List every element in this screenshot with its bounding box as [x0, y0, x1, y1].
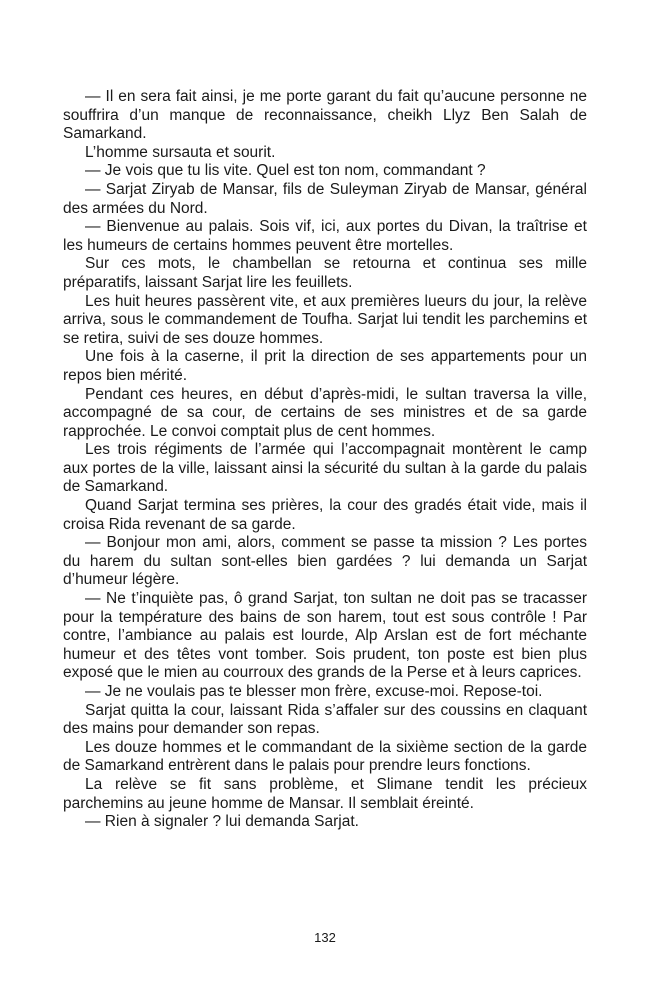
page-number: 132	[314, 930, 336, 945]
paragraph: — Je vois que tu lis vite. Quel est ton nom, commandant ?	[85, 162, 486, 180]
paragraph: — Bonjour mon ami, alors, comment se passe ta mission ? Les portes du harem du sultan sont-elles bien gardées ? lui demanda un Sarjat d’humeur légère.	[63, 534, 587, 589]
paragraph: Les trois régiments de l’armée qui l’accompagnait montèrent le camp aux portes de la ville, laissant ainsi la sécurité du sultan à la garde du palais de Samarkand.	[63, 441, 587, 496]
body-text	[63, 88, 587, 832]
paragraph: Pendant ces heures, en début d’après-midi, le sultan traversa la ville, accompagné de sa cour, de certains de ses ministres et de sa garde rapprochée. Le convoi comptait plus de cent hommes.	[63, 385, 587, 440]
paragraph: — Bienvenue au palais. Sois vif, ici, aux portes du Divan, la traîtrise et les humeurs de certains hommes peuvent être mortelles.	[63, 218, 587, 254]
paragraph: L’homme sursauta et sourit.	[85, 143, 276, 161]
paragraph: Sarjat quitta la cour, laissant Rida s’affaler sur des coussins en claquant des mains pour demander son repas.	[63, 701, 587, 738]
paragraph: Les huit heures passèrent vite, et aux premières lueurs du jour, la relève arriva, sous le commandement de Toufha. Sarjat lui tendit les parchemins et se retira, suivi de ses douze hommes.	[63, 292, 587, 347]
paragraph: Quand Sarjat termina ses prières, la cour des gradés était vide, mais il croisa Rida revenant de sa garde.	[63, 497, 587, 533]
paragraph: Sur ces mots, le chambellan se retourna et continua ses mille préparatifs, laissant Sarjat lire les feuillets.	[63, 255, 587, 291]
paragraph: Une fois à la caserne, il prit la direction de ses appartements pour un repos bien mérité.	[63, 348, 587, 384]
paragraph: — Rien à signaler ? lui demanda Sarjat.	[85, 813, 359, 831]
paragraph: — Sarjat Ziryab de Mansar, fils de Suleyman Ziryab de Mansar, général des armées du Nord.	[63, 180, 587, 217]
paragraph: — Je ne voulais pas te blesser mon frère, excuse-moi. Repose-toi.	[85, 683, 543, 700]
paragraph: — Ne t’inquiète pas, ô grand Sarjat, ton sultan ne doit pas se tracasser pour la température des bains de son harem, tout est sous contrôle ! Par contre, l’ambiance au palais est lourde, Alp Arslan est de fort méchante humeur et des têtes vont tomber. Sois prudent, ton poste est bien plus exposé que le mien au courroux des grands de la Perse et à leurs caprices.	[63, 590, 587, 682]
paragraph: — Il en sera fait ainsi, je me porte garant du fait qu’aucune personne ne souffrira d’un manque de reconnaissance, cheikh Llyz Ben Salah de Samarkand.	[63, 88, 587, 143]
paragraph: La relève se fit sans problème, et Slimane tendit les précieux parchemins au jeune homme de Mansar. Il semblait éreinté.	[63, 775, 587, 812]
paragraph: Les douze hommes et le commandant de la sixième section de la garde de Samarkand entrèrent dans le palais pour prendre leurs fonctions.	[63, 738, 587, 775]
